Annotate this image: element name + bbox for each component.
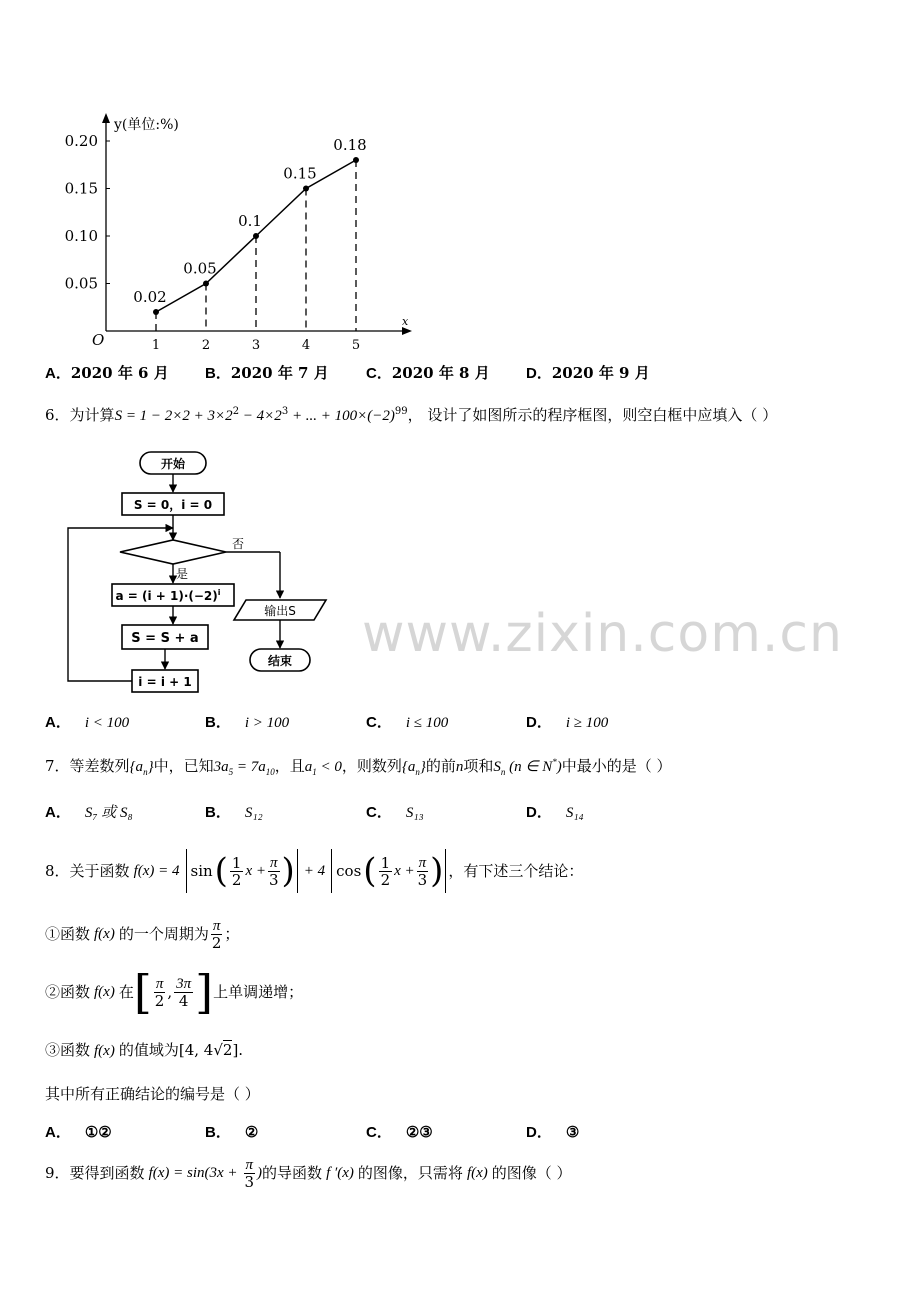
y-axis-label: y(单位:%) bbox=[114, 117, 179, 133]
q8-option-c: C． ②③ bbox=[366, 1123, 433, 1141]
data-label: 0.05 bbox=[183, 259, 217, 278]
flow-output-text: 输出S bbox=[264, 604, 296, 618]
q8-conclusion-3: ③函数 f(x) 的值域为[4, 4√2]. bbox=[45, 1041, 244, 1059]
x-tick-label: 5 bbox=[351, 338, 361, 353]
q5-option-d: D．2020 年 9 月 bbox=[526, 364, 650, 382]
flowchart bbox=[44, 440, 344, 700]
flow-no-label: 否 bbox=[232, 537, 245, 551]
q8-option-a: A． ①② bbox=[45, 1123, 112, 1141]
x-tick-label: 3 bbox=[251, 338, 261, 353]
q5-option-a: A．2020 年 6 月 bbox=[45, 364, 169, 382]
x-axis-arrow bbox=[402, 327, 412, 335]
x-tick-label: 2 bbox=[201, 338, 211, 353]
data-point bbox=[153, 309, 159, 315]
y-tick-label: 0.15 bbox=[64, 179, 98, 198]
q6-option-a: A． i < 100 bbox=[45, 714, 130, 731]
q8-option-d: D． ③ bbox=[526, 1123, 580, 1141]
q6-option-d: D． i ≥ 100 bbox=[526, 714, 609, 731]
data-label: 0.1 bbox=[238, 212, 262, 230]
x-tick-label: 1 bbox=[151, 338, 161, 353]
q8-ask: 其中所有正确结论的编号是（ ） bbox=[45, 1085, 260, 1103]
flow-incr-text: i = i + 1 bbox=[138, 675, 192, 689]
data-label: 0.15 bbox=[283, 164, 317, 183]
q9-question: 9． 要得到函数 f(x) = sin(3x + $\frac{\pi}{3}$ ) 的导函数 f ′(x) 的图像，只需将 f(x) 的图像（ ） bbox=[45, 1156, 572, 1191]
line-chart bbox=[40, 95, 420, 355]
q6-option-c: C． i ≤ 100 bbox=[366, 714, 449, 731]
y-tick-label: 0.10 bbox=[64, 227, 98, 245]
watermark: www.zixin.com.cn bbox=[362, 604, 843, 664]
y-axis-arrow bbox=[102, 113, 110, 123]
q8-conclusion-1: ①函数 f(x) 的一个周期为 $\frac{\pi}{2}$ ； bbox=[45, 917, 240, 952]
origin-label: O bbox=[92, 331, 105, 349]
chart-labels bbox=[65, 117, 409, 353]
q7-option-b: B． S₁₂ bbox=[205, 804, 263, 821]
q8-option-b: B． ② bbox=[205, 1123, 259, 1141]
q5-option-b: B．2020 年 7 月 bbox=[205, 364, 329, 382]
y-tick-label: 0.20 bbox=[64, 132, 98, 150]
flow-end-text: 结束 bbox=[267, 654, 293, 668]
flow-yes-label: 是 bbox=[176, 567, 189, 581]
q6-option-b: B． i > 100 bbox=[205, 714, 290, 731]
data-label: 0.02 bbox=[133, 288, 167, 306]
q7-question: 7．等差数列$\{a_n\}$中，已知$3a_5 = 7a_{10}$，且$a_1 < 0$，则数列$\{a_n\}$的前n项和$S_n$ (n ∈ N*)中最小的是（ ） bbox=[45, 757, 672, 777]
q7-option-a: A． S₇ 或 S₈ bbox=[45, 804, 133, 821]
data-label: 0.18 bbox=[333, 136, 367, 154]
flow-assign-s-text: S = S + a bbox=[131, 631, 199, 646]
flow-assign-a-text: $a = (i + 1)\cdot(-2)^i$ bbox=[115, 588, 221, 603]
flow-init-text: S = 0，i = 0 bbox=[133, 498, 213, 512]
data-point bbox=[353, 157, 359, 163]
q6-question: 6．为计算$S = 1 - 2\times 2 + 3\times 2^2 - 4\times 2^3$ + ... + $100\times(-2)^{99}$， 设计了如图所示的程序框图，则空白框中应填入（ ） bbox=[45, 406, 778, 424]
q7-option-d: D． S₁₄ bbox=[526, 804, 584, 821]
q5-option-c: C．2020 年 8 月 bbox=[366, 364, 490, 382]
q8-question: 8． 关于函数 f(x) = 4 sin ( $\frac{1}{2}$ x + $\frac{\pi}{3}$ ) + 4 cos ( $\frac{1}{2}$ x + $\frac{\pi}{3}$ ) ，有下述三个结论： bbox=[45, 851, 584, 891]
chart-droplines bbox=[156, 160, 356, 331]
q8-conclusion-2: ②函数 f(x) 在 [ $\frac{\pi}{2}$ , $\frac{3\pi}{4}$ ] 上单调递增； bbox=[45, 965, 304, 1019]
data-point bbox=[253, 233, 259, 239]
flow-start-text: 开始 bbox=[160, 457, 186, 471]
chart-series bbox=[153, 157, 359, 315]
y-tick-label: 0.05 bbox=[64, 274, 98, 293]
x-axis-label: x bbox=[402, 315, 409, 328]
x-tick-label: 4 bbox=[301, 338, 311, 353]
q7-option-c: C． S₁₃ bbox=[366, 804, 424, 821]
data-point bbox=[203, 281, 209, 287]
data-point bbox=[303, 186, 309, 192]
